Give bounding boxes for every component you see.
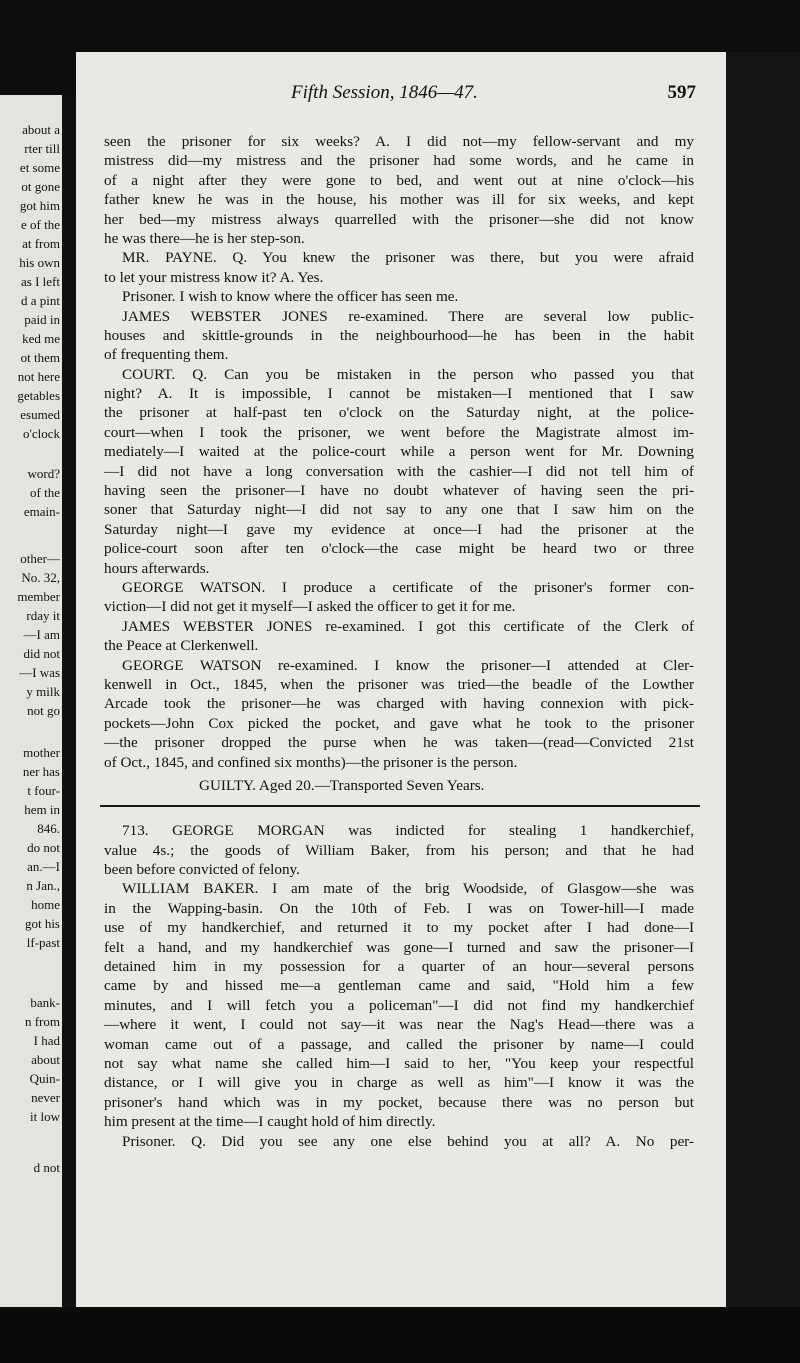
left-page-fragment: about a <box>22 122 60 137</box>
left-page-fragment: paid in <box>24 312 60 327</box>
text-line: Prisoner. I wish to know where the officer has seen me. <box>122 288 459 306</box>
text-line: the Peace at Clerkenwell. <box>104 637 259 655</box>
left-page-fragment: not here <box>17 369 60 384</box>
left-page-fragment: d a pint <box>21 293 60 308</box>
text-line: GEORGE WATSON re-examined. I know the prisoner—I attended at Cler- <box>122 656 694 674</box>
left-page-fragment: word? <box>27 466 60 481</box>
text-line: of Oct., 1845, and confined six months)—the prisoner is the person. <box>104 753 518 771</box>
left-page-fragment: do not <box>27 840 60 855</box>
text-line: him present at the time—I caught hold of him directly. <box>104 1113 436 1131</box>
text-line: came by and hissed me—a gentleman came and said, "Hold him a few <box>104 977 694 995</box>
left-page-fragment: his own <box>19 255 60 270</box>
text-line: —the prisoner dropped the purse when he was taken—(read—Convicted 21st <box>104 734 694 752</box>
page-number: 597 <box>667 82 696 103</box>
book-page <box>76 52 726 1307</box>
text-line: 713. GEORGE MORGAN was indicted for stealing 1 handkerchief, <box>122 822 694 840</box>
left-page-fragment: e of the <box>21 217 60 232</box>
left-page-fragment: got his <box>24 916 60 931</box>
left-page-fragment: bank- <box>30 995 60 1010</box>
text-line: of frequenting them. <box>104 346 229 364</box>
left-page-fragment: as I left <box>21 274 60 289</box>
text-line: detained him in my possession for a quarter of an hour—several persons <box>104 958 694 976</box>
page-body-text <box>104 132 694 1151</box>
left-page-edge <box>0 95 62 1310</box>
left-page-fragment: got him <box>19 198 60 213</box>
text-line: having seen the prisoner—I have no doubt whatever of having seen the pri- <box>104 482 694 500</box>
left-page-fragment: ot gone <box>21 179 60 194</box>
left-page-fragment: at from <box>22 236 60 251</box>
text-line: court—when I took the prisoner, we went before the Magistrate almost im- <box>104 423 694 441</box>
text-line: houses and skittle-grounds in the neighbourhood—he has been in the habit <box>104 326 694 344</box>
text-line: in the Wapping-basin. On the 10th of Feb. I was on Tower-hill—I made <box>104 899 694 917</box>
left-page-fragment: —I was <box>19 665 60 680</box>
text-line: use of my handkerchief, and returned it to my pocket after I had done—I <box>104 919 694 937</box>
text-line: prisoner's hand which was in my pocket, because there was no person but <box>104 1093 694 1111</box>
text-line: kenwell in Oct., 1845, when the prisoner was tried—the beadle of the Lowther <box>104 675 694 693</box>
text-line: Saturday night—I gave my evidence at once—I had the prisoner at the <box>104 520 694 538</box>
left-page-fragment: n Jan., <box>26 878 60 893</box>
text-line: he was there—he is her step-son. <box>104 229 305 247</box>
text-line: WILLIAM BAKER. I am mate of the brig Woodside, of Glasgow—she was <box>122 880 694 898</box>
text-line: Arcade took the prisoner—he was charged with having connexion with pick- <box>104 695 694 713</box>
left-page-fragment: emain- <box>23 504 60 519</box>
text-line: value 4s.; the goods of William Baker, from his person; and that he had <box>104 841 694 859</box>
left-page-fragment: mother <box>23 745 60 760</box>
text-line: father knew he was in the house, his mother was ill for six weeks, and kept <box>104 191 694 209</box>
left-page-fragment: rday it <box>26 608 60 623</box>
left-page-fragment: esumed <box>20 407 60 422</box>
text-line: of a night after they were gone to bed, and went out at nine o'clock—his <box>104 171 694 189</box>
left-page-fragment: hem in <box>24 802 60 817</box>
text-line: JAMES WEBSTER JONES re-examined. There are several low public- <box>122 307 694 325</box>
verdict-line: GUILTY. Aged 20.—Transported Seven Years. <box>199 776 485 794</box>
left-page-fragment: d not <box>33 1160 60 1175</box>
left-page-fragment: 846. <box>37 821 60 836</box>
text-line: Prisoner. Q. Did you see any one else behind you at all? A. No per- <box>122 1132 694 1150</box>
book-gutter <box>62 95 76 1310</box>
left-page-fragment: it low <box>30 1109 60 1124</box>
left-page-fragment: lf-past <box>26 935 60 950</box>
text-line: mistress did—my mistress and the prisoner had some words, and he came in <box>104 152 694 170</box>
text-line: woman came out of a passage, and called the prisoner by name—I could <box>104 1035 694 1053</box>
text-line: police-court soon after ten o'clock—the case might be heard two or three <box>104 540 694 558</box>
section-divider <box>100 805 700 807</box>
left-page-fragment: not go <box>27 703 60 718</box>
text-line: pockets—John Cox picked the pocket, and gave what he took to the prisoner <box>104 714 694 732</box>
left-page-fragment: ner has <box>22 764 60 779</box>
text-line: mediately—I waited at the police-court while a person went for Mr. Downing <box>104 443 694 461</box>
text-line: seen the prisoner for six weeks? A. I did not—my fellow-servant and my <box>104 133 694 150</box>
left-page-fragment: t four- <box>27 783 60 798</box>
left-page-fragment: I had <box>33 1033 60 1048</box>
left-page-fragment: about <box>31 1052 60 1067</box>
left-page-fragment: ked me <box>22 331 60 346</box>
left-page-fragment: Quin- <box>29 1071 60 1086</box>
text-line: night? A. It is impossible, I cannot be mistaken—I mentioned that I saw <box>104 385 694 403</box>
left-page-fragment: getables <box>17 388 60 403</box>
scan-border-bottom <box>0 1307 800 1363</box>
left-page-fragment: did not <box>23 646 60 661</box>
page-header <box>76 82 696 112</box>
left-page-fragment: ot them <box>20 350 60 365</box>
text-line: COURT. Q. Can you be mistaken in the person who passed you that <box>122 365 694 383</box>
text-line: hours afterwards. <box>104 559 210 577</box>
left-page-fragment: n from <box>24 1014 60 1029</box>
text-line: to let your mistress know it? A. Yes. <box>104 268 324 286</box>
text-line: distance, or I will give you in charge as well as him"—I know it was the <box>104 1074 694 1092</box>
text-line: soner that Saturday night—I did not say to any one that I saw him on the <box>104 501 694 519</box>
text-line: not say what name she called him—I said to her, "You keep your respectful <box>104 1054 694 1072</box>
text-line: —where it went, I could not say—it was near the Nag's Head—there was a <box>104 1016 694 1034</box>
left-page-fragment: rter till <box>24 141 60 156</box>
left-page-fragment: —I am <box>23 627 60 642</box>
left-page-fragment: No. 32, <box>21 570 60 585</box>
left-page-fragment: home <box>31 897 60 912</box>
left-page-fragment: other— <box>20 551 60 566</box>
left-page-fragment: et some <box>19 160 60 175</box>
left-page-fragment: of the <box>30 485 60 500</box>
left-page-fragment: member <box>17 589 60 604</box>
text-line: viction—I did not get it myself—I asked the officer to get it for me. <box>104 598 516 616</box>
text-line: JAMES WEBSTER JONES re-examined. I got this certificate of the Clerk of <box>122 617 694 635</box>
text-line: felt a hand, and my handkerchief was gone—I turned and saw the prisoner—I <box>104 938 694 956</box>
text-line: GEORGE WATSON. I produce a certificate of the prisoner's former con- <box>122 578 694 596</box>
text-line: the prisoner at half-past ten o'clock on the Saturday night, at the police- <box>104 404 694 422</box>
text-line: minutes, and I will fetch you a policeman"—I did not find my handkerchief <box>104 996 694 1014</box>
left-page-fragment: never <box>31 1090 60 1105</box>
left-page-fragment: y milk <box>26 684 60 699</box>
left-page-fragment: an.—I <box>27 859 60 874</box>
scan-border-right <box>726 52 800 1363</box>
text-line: —I did not have a long conversation with the cashier—I did not tell him of <box>104 462 694 480</box>
left-page-fragment: o'clock <box>23 426 60 441</box>
running-title: Fifth Session, 1846—47. <box>291 82 478 103</box>
text-line: MR. PAYNE. Q. You knew the prisoner was there, but you were afraid <box>122 249 694 267</box>
text-line: her bed—my mistress always quarrelled with the prisoner—she did not know <box>104 210 694 228</box>
text-line: been before convicted of felony. <box>104 861 300 879</box>
